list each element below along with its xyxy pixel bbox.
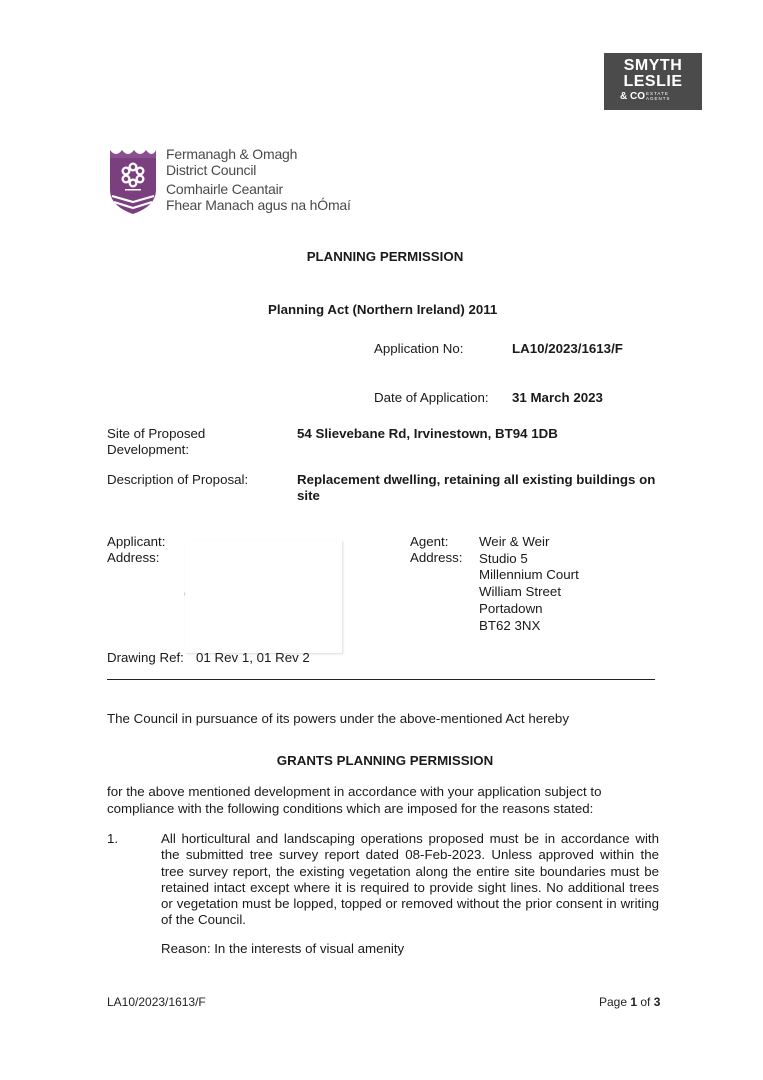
grant-paragraph: for the above mentioned development in accordance with your application subject to compliance with the following conditions which are imposed for the reasons stated: [107, 784, 602, 816]
council-name: Fermanagh & Omagh District Council Comhairle Ceantair Fhear Manach agus na hÓmaí [166, 146, 351, 213]
condition-text: All horticultural and landscaping operations proposed must be in accordance with the submitted tree survey report dated 08-Feb-2023. Unless approved within the tree survey report, the existing vegetation along the entire site boundaries must be retained intact except where it is required to provide sight lines. No additional trees or vegetation must be lopped, topped or removed without the prior consent in writing of the Council. [161, 831, 659, 928]
description-label: Description of Proposal: [107, 472, 249, 487]
drawing-ref-label: Drawing Ref: [107, 650, 184, 665]
council-crest-icon [108, 146, 158, 216]
redaction-box [185, 540, 342, 653]
agency-logo-line1: SMYTH [623, 57, 683, 74]
agent-address-line: BT62 3NX [479, 617, 541, 633]
footer-reference: LA10/2023/1613/F [107, 995, 206, 1009]
agency-logo-line3: & CO [620, 91, 645, 102]
divider [107, 679, 655, 680]
agent-address-line: Millennium Court [479, 567, 579, 583]
agency-logo-line2: LESLIE [623, 73, 683, 90]
condition-reason: Reason: In the interests of visual amenity [161, 941, 405, 956]
description-value: Replacement dwelling, retaining all existing buildings on site [297, 472, 656, 503]
site-label: Site of Proposed Development: [107, 426, 206, 457]
page-number: Page 1 of 3 [599, 995, 661, 1009]
agent-name: Weir & Weir [479, 534, 550, 549]
applicant-labels: Applicant: Address: [107, 534, 166, 565]
agency-logo-badge [604, 53, 702, 110]
agent-address-line: Portadown [479, 600, 543, 616]
date-of-application-label: Date of Application: [374, 390, 489, 405]
grant-heading: GRANTS PLANNING PERMISSION [276, 753, 494, 768]
agency-logo-tagline: ESTATE AGENTS [646, 91, 671, 101]
document-title: PLANNING PERMISSION [306, 249, 464, 264]
intro-paragraph: The Council in pursuance of its powers under the above-mentioned Act hereby [107, 711, 569, 726]
agent-labels: Agent: Address: [410, 534, 463, 565]
application-no-value: LA10/2023/1613/F [512, 341, 623, 356]
agent-address-line: Studio 5 [479, 550, 528, 566]
date-of-application-value: 31 March 2023 [512, 390, 603, 405]
condition-number: 1. [107, 831, 119, 846]
application-no-label: Application No: [374, 341, 464, 356]
act-title: Planning Act (Northern Ireland) 2011 [268, 302, 498, 317]
agent-address-line: William Street [479, 584, 562, 600]
site-value: 54 Slievebane Rd, Irvinestown, BT94 1DB [297, 426, 558, 441]
drawing-ref-value: 01 Rev 1, 01 Rev 2 [196, 650, 310, 665]
agent-details [479, 534, 579, 634]
